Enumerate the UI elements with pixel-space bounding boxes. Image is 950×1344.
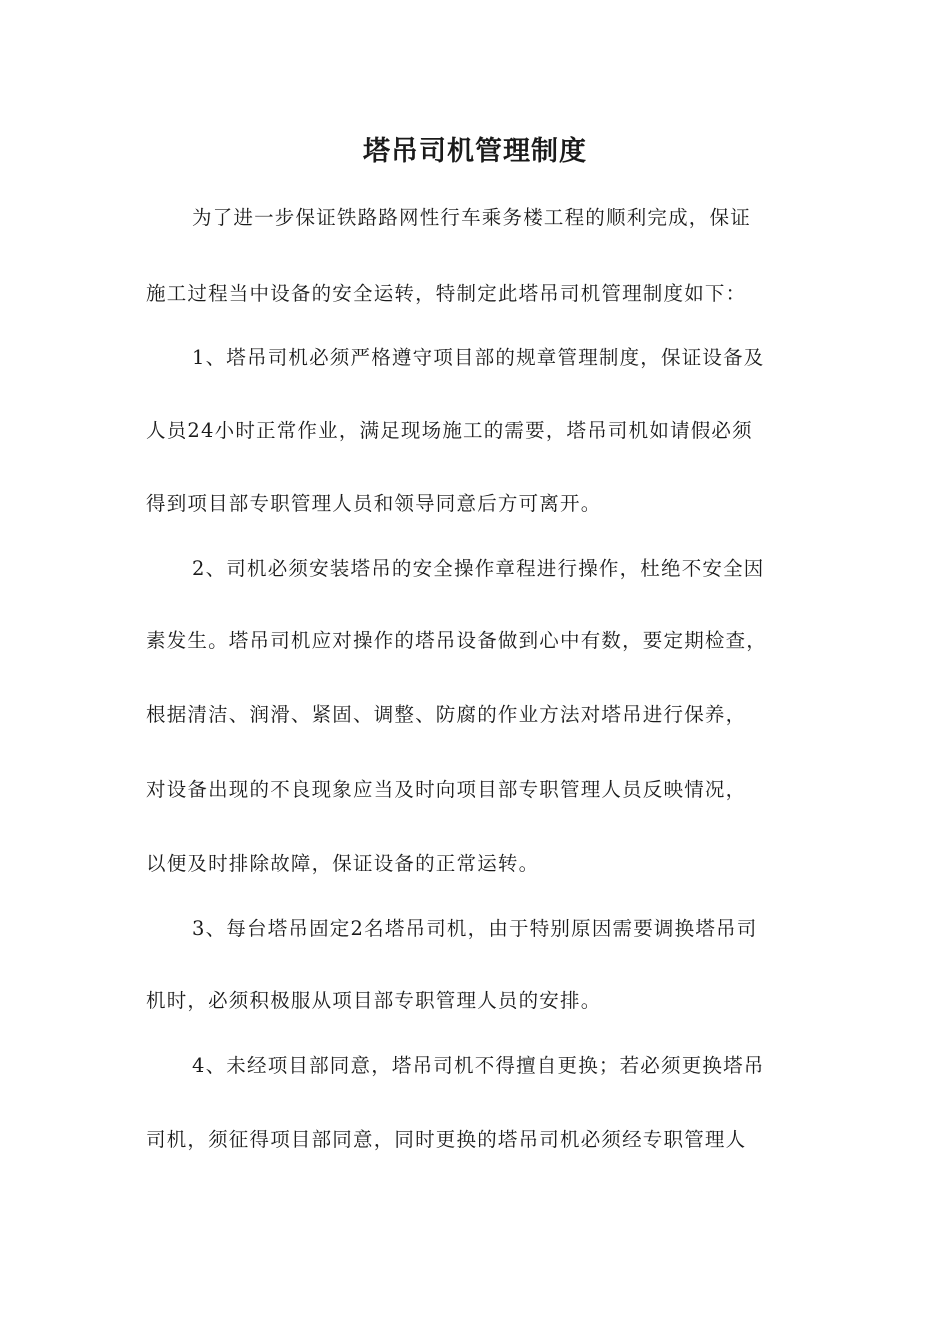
text-line: 4、未经项目部同意，塔吊司机不得擅自更换；若必须更换塔吊 [192,1054,765,1077]
text-line: 1、塔吊司机必须严格遵守项目部的规章管理制度，保证设备及 [192,346,765,369]
text-line: 施工过程当中设备的安全运转，特制定此塔吊司机管理制度如下： [146,282,747,305]
text-line: 素发生。塔吊司机应对操作的塔吊设备做到心中有数，要定期检查， [146,629,768,652]
text-line: 为了进一步保证铁路路网性行车乘务楼工程的顺利完成，保证 [192,206,751,229]
text-line: 2、司机必须安装塔吊的安全操作章程进行操作，杜绝不安全因 [192,557,765,580]
text-line: 机时，必须积极服从项目部专职管理人员的安排。 [146,989,602,1012]
text-line: 以便及时排除故障，保证设备的正常运转。 [146,852,540,875]
text-line: 司机，须征得项目部同意，同时更换的塔吊司机必须经专职管理人 [146,1128,747,1151]
text-line: 得到项目部专职管理人员和领导同意后方可离开。 [146,492,602,515]
text-line: 根据清洁、润滑、紧固、调整、防腐的作业方法对塔吊进行保养， [146,703,747,726]
text-line: 3、每台塔吊固定2名塔吊司机，由于特别原因需要调换塔吊司 [192,917,758,940]
text-line: 对设备出现的不良现象应当及时向项目部专职管理人员反映情况， [146,778,747,801]
document-title: 塔吊司机管理制度 [363,136,587,167]
text-line: 人员24小时正常作业，满足现场施工的需要，塔吊司机如请假必须 [146,419,753,442]
